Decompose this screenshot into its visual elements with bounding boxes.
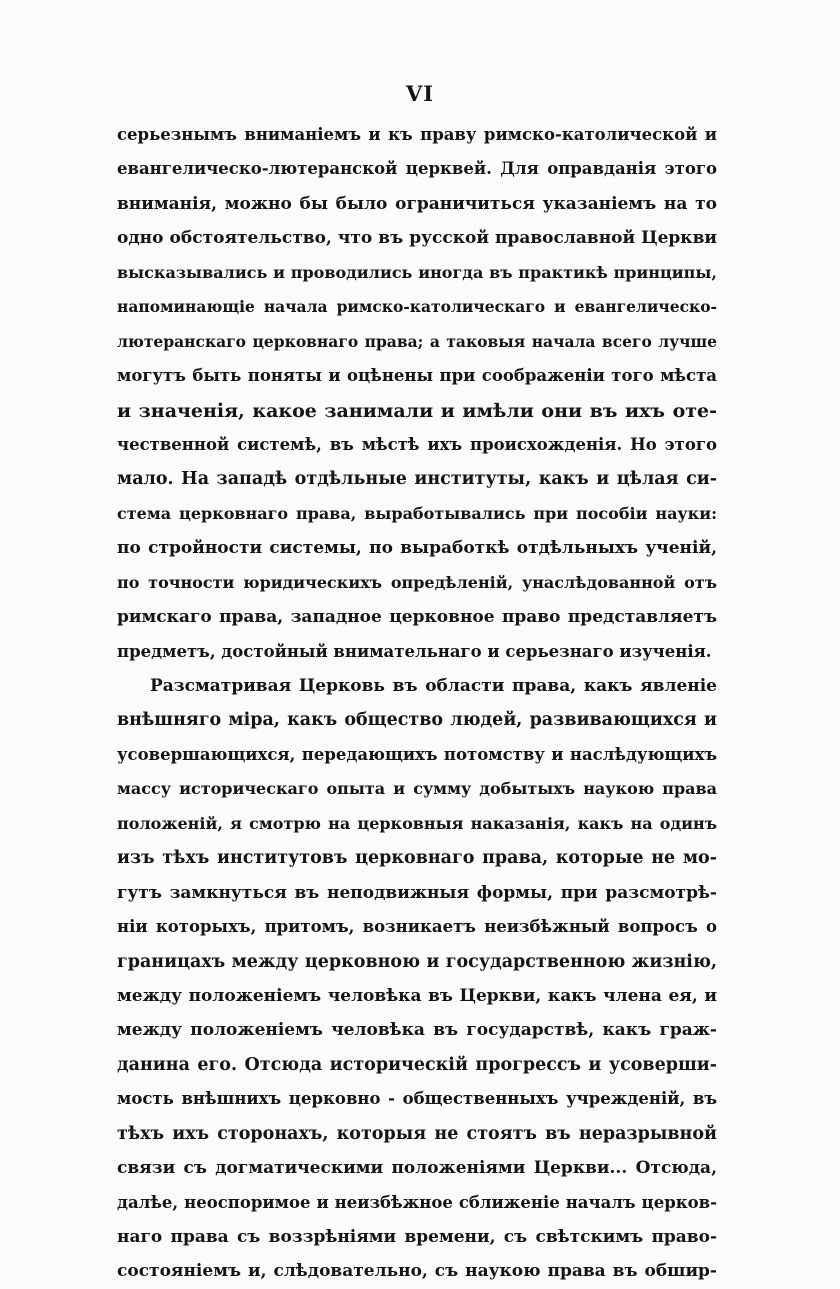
text-line: положеній, я смотрю на церковныя наказанія, какъ на одинъ — [117, 813, 717, 833]
page-number: VI — [405, 81, 435, 106]
text-line: массу историческаго опыта и сумму добытыхъ наукою права — [117, 779, 717, 799]
paragraph-start-line: Разсматривая Церковь въ области права, какъ явленіе — [150, 676, 717, 696]
text-line: по точности юридическихъ опредѣленій, унаслѣдованной отъ — [117, 572, 717, 592]
text-line: далѣе, неоспоримое и неизбѣжное сближеніе началъ церков- — [117, 1192, 717, 1212]
text-line: ніи которыхъ, притомъ, возникаетъ неизбѣжный вопросъ о — [117, 917, 717, 937]
text-line: и значенія, какое занимали и имѣли они въ ихъ оте- — [117, 399, 717, 422]
text-line: высказывались и проводились иногда въ практикѣ принципы, — [117, 262, 717, 282]
text-line: усовершающихся, передающихъ потомству и наслѣдующихъ — [117, 744, 717, 764]
text-line: серьезнымъ вниманіемъ и къ праву римско-католической и — [117, 125, 717, 144]
text-line: по стройности системы, по выработкѣ отдѣльныхъ ученій, — [117, 538, 717, 559]
text-line: тѣхъ ихъ сторонахъ, которыя не стоятъ въ неразрывной — [117, 1123, 717, 1144]
text-line: предметъ, достойный внимательнаго и серьезнаго изученія. — [117, 641, 712, 661]
text-line: данина его. Отсюда историческій прогрессъ и усоверши- — [117, 1054, 717, 1075]
text-line: мало. На западѣ отдѣльные институты, какъ и цѣлая си- — [117, 469, 717, 490]
text-line: стема церковнаго права, выработывались при пособіи науки: — [117, 503, 717, 523]
text-line: римскаго права, западное церковное право представляетъ — [117, 607, 717, 628]
text-line: напоминающіе начала римско-католическаго и евангелическо- — [117, 297, 717, 317]
text-line: состояніемъ и, слѣдовательно, съ наукою права въ обшир- — [117, 1261, 717, 1282]
text-line: внѣшняго міра, какъ общество людей, развивающихся и — [117, 710, 717, 731]
text-line: границахъ между церковною и государственною жизнію, — [117, 951, 717, 972]
text-line: одно обстоятельство, что въ русской православной Церкви — [117, 228, 717, 249]
text-line: связи съ догматическими положеніями Церкви... Отсюда, — [117, 1158, 717, 1179]
body-text — [117, 118, 717, 1289]
text-line: наго права съ воззрѣніями времени, съ свѣтскимъ право- — [117, 1227, 717, 1247]
text-line: изъ тѣхъ институтовъ церковнаго права, которые не мо- — [117, 848, 717, 869]
text-line: между положеніемъ человѣка въ Церкви, какъ члена ея, и — [117, 985, 717, 1006]
text-line: евангелическо-лютеранской церквей. Для оправданія этого — [117, 159, 717, 179]
text-line: между положеніемъ человѣка въ государствѣ, какъ граж- — [117, 1020, 717, 1041]
text-line: могутъ быть поняты и оцѣнены при соображеніи того мѣста — [117, 366, 717, 386]
text-line: гутъ замкнуться въ неподвижныя формы, при разсмотрѣ- — [117, 882, 717, 903]
text-line: мость внѣшнихъ церковно - общественныхъ учрежденій, въ — [117, 1089, 717, 1109]
text-line: вниманія, можно бы было ограничиться указаніемъ на то — [117, 193, 717, 214]
text-line: лютеранскаго церковнаго права; а таковыя начала всего лучше — [117, 331, 717, 351]
text-line: чественной системѣ, въ мѣстѣ ихъ происхожденія. Но этого — [117, 434, 717, 454]
